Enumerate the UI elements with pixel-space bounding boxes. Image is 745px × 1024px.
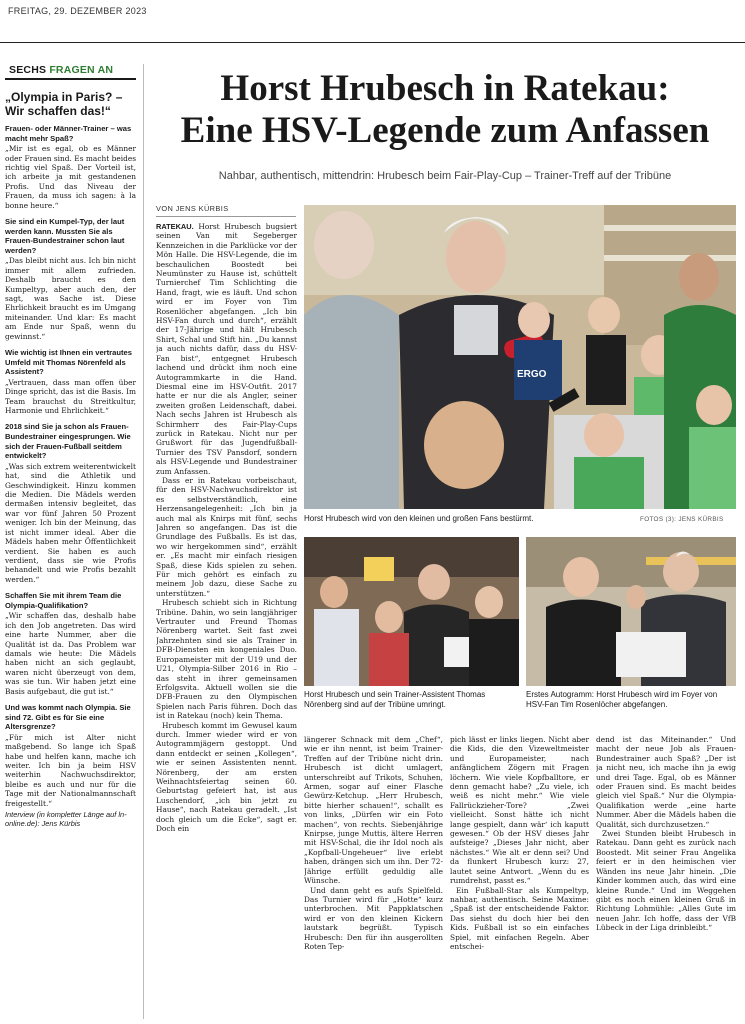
sidebar-title	[5, 64, 136, 80]
question: Schaffen Sie mit ihrem Team die Olympia-Qualifikation?	[5, 591, 122, 610]
answer: „Für mich ist Alter nicht maßgebend. So lange ich Spaß habe und helfen kann, mache ich weiter. Ich bin ja beim HSV weiterhin Nachwuchsdirektor, bleibe es auch und nur für die Tage mit der Nationalmannschaft freigestellt.“	[5, 732, 136, 808]
answer: „Mir ist es egal, ob es Männer oder Frauen sind. Es macht beides richtig viel Spaß. Der Vorteil ist, ich arbeite ja mit gestandenen Profis. Und das Niveau der Frauen, da muss ich sagen: à la bonne heure.“	[5, 144, 136, 210]
question: Wie wichtig ist Ihnen ein vertrautes Umfeld mit Thomas Nörenfeld als Assistent?	[5, 348, 132, 377]
article-paragraph: Ein Fußball-Star als Kumpeltyp, nahbar, authentisch. Seine Maxime: „Spaß ist der entscheidende Faktor. Das siehst du doch hier bei den Kids. Fußball ist so ein einfaches Spiel, mit einfachen Regeln. Aber entschei-	[450, 885, 589, 951]
answer: „Wir schaffen das, deshalb habe ich den Job angetreten. Das wird eine harte Nummer, aber die Qualität ist da. Das Problem war damals wie heute: Die Mädels haben nicht an sich geglaubt, waren nicht überzeugt von dem, was sie tun. Wir haben jetzt eine Basis aufgebaut, die gut ist.“	[5, 611, 136, 696]
sidebar-title-part2: FRAGEN AN	[49, 64, 114, 76]
top-rule	[0, 42, 745, 43]
main-photo-caption: Horst Hrubesch wird von den kleinen und großen Fans bestürmt.	[304, 514, 534, 523]
answer: „Vertrauen, dass man offen über Dinge spricht, das ist die Basis. Im Team brauchst du Streitkultur, Harmonie und Ehrlichkeit.“	[5, 377, 136, 416]
jersey-text: ERGO	[517, 369, 547, 380]
article-paragraph: Hrubesch kommt im Gewusel kaum durch. Immer wieder wird er von Autogrammjägern gestoppt. Und dann entdeckt er seinen „Kollegen“, wie er seinen Assistenten nennt. Nörenberg, der am ersten Weihnachtsfeiertag seinen 60. Geburtstag gefeiert hat, ist aus Luschendorf, „ich bin jetzt zu Hause“, nach Ratekau geradelt. „Ist doch gleich um die Ecke“, sagt er. Doch ein	[156, 720, 297, 833]
sidebar-interview	[5, 64, 136, 1019]
byline-rule	[156, 216, 296, 217]
article-paragraph: dend ist das Miteinander.“ Und macht der neue Job als Frauen-Bundestrainer auch Spaß? „Der ist ja nicht neu, ich mache ihn ja ewig und drei Tage. Egal, ob es Männer oder Frauen sind. Es macht beides gleich viel Spaß.“ Nur die Olympia-Qualifikation werde „eine harte Nummer. Aber die Mädels haben die Qualität, sich durchzusetzen.“	[596, 735, 736, 829]
foyer-photo-caption: Erstes Autogramm: Horst Hrubesch wird im Foyer von HSV-Fan Tim Rosenlöcher abgefangen.	[526, 690, 718, 709]
main-photo	[304, 205, 736, 509]
sidebar-headline: „Olympia in Paris? – Wir schaffen das!“	[5, 90, 123, 118]
article-paragraph: pich lässt er links liegen. Nicht aber die Kids, die den Vizeweltmeister und Europameister, nach anfänglichem Zögern mit Fragen löchern. Wie viele Kopfballtore, er denn gemacht habe? „Zu viele, ich weiß es nicht mehr.“ Wie viele Fallrückzieher-Tore? „Zwei vielleicht. Sonst hätte ich nicht lange gespielt, dann wär‘ ich kaputt gewesen.“ Ob der HSV dieses Jahr aufsteige? „Dieses Jahr nicht, aber nächstes.“ Wie alt er denn sei? Und da flunkert Hrubesch kurz: 27, lautet seine Antwort. „Wenn du es rumdrehst, passt es.“	[450, 735, 589, 886]
article-paragraph: Und dann geht es aufs Spielfeld. Das Turnier wird für „Hotte“ kurz unterbrochen. Mit Pappklatschen wird er von den kleinen Kickern lautstark begrüßt. Typisch Hrubesch: Den für ihn ausgerollten Roten Tep-	[304, 885, 443, 951]
column-separator	[143, 64, 144, 1019]
article-column-1	[156, 222, 297, 1017]
article-paragraph	[156, 222, 297, 476]
question: Und was kommt nach Olympia. Sie sind 72. Gibt es für Sie eine Altersgrenze?	[5, 702, 131, 732]
article-paragraph: Dass er in Ratekau vorbeischaut, für den HSV-Nachwuchsdirektor ist es selbstverständlich, eine Herzensangelegenheit: „Ich bin ja auch mal als Knirps mit fünf, sechs Jahren so angefangen. Das ist die Grundlage des Fußballs. Es ist das, wo wir hergekommen sind“, erzählt er. „Es macht mir einfach riesigen Spaß, diese Kids spielen zu sehen. Für mich gehört es einfach zu meinem Job dazu, diese Sache zu unterstützen.“	[156, 475, 297, 598]
question: Frauen- oder Männer-Trainer – was macht mehr Spaß?	[5, 124, 132, 143]
answer: „Was sich extrem weiterentwickelt hat, sind die Athletik und Geschwindigkeit. Hinzu kommen die Medien. Die Mädels werden dermaßen intensiv begleitet, das war vor fünf Jahren 50 Prozent weniger. Ich bin der Meinung, das ist nicht immer ideal. Aber die Mädels haben mehr Öffentlichkeit verdient. Sie haben es auch verdient, dass sie wie Profis behandelt und wie Profis bezahlt werden.“	[5, 461, 136, 584]
tribune-photo-caption: Horst Hrubesch und sein Trainer-Assistent Thomas Nörenberg sind auf der Tribüne umringt.	[304, 690, 486, 709]
dateline-place: RATEKAU.	[156, 222, 194, 231]
article-paragraph: Hrubesch schiebt sich in Richtung Tribüne. Dahin, wo sein langjähriger Vertrauter und Freund Thomas Nörenberg wartet. Seit fast zwei Jahrzehnten sind sie als Trainer in DFB-Diensten ein kongeniales Duo. Europameister mit der U19 und der U21, Olympia-Silber 2016 in Rio – das steht in ihrer gemeinsamen Erfolgsvita. Aktuell wollen sie die DFB-Frauen zu den Olympischen Spielen nach Paris führen. Doch das ist in Ratekau (noch) kein Thema.	[156, 598, 297, 721]
question: 2018 sind Sie ja schon als Frauen-Bundestrainer eingesprungen. Wie sich der Frauen-Fußball seitdem entwickelt?	[5, 422, 131, 461]
interview-credit: Interview (in kompletter Länge auf ln-online.de): Jens Kürbis	[5, 810, 127, 829]
answer: „Das bleibt nicht aus. Ich bin nicht immer mit allem zufrieden. Deshalb braucht es den Kumpeltyp, aber auch den, der sagt, was Sache ist. Diese Ehrlichkeit braucht es im Umgang miteinander. Und klar: Es macht am Ende nur Spaß, wenn du gewinnst.“	[5, 256, 136, 341]
headline-line2: Eine HSV-Legende zum Anfassen	[180, 110, 710, 151]
paragraph-text: Horst Hrubesch bugsiert seinen Van mit Segeberger Kennzeichen in die Parklücke vor der Mön Halle. Die HSV-Legende, die im beschaulichen Boostedt bei Neumünster zu Hause ist, schüttelt Turnierchef Tim Schlichting die Hand, fragt, wie es läuft. Und schon wird er im Foyer von Tim Rosenlöcher abgefangen. „Ich bin HSV-Fan durch und durch“, erzählt der 17-Jährige und hält Hrubesch Shirt, Schal und Stift hin. „Du kannst ja auch nichts dafür, dass du HSV-Fan bist“, entgegnet Hrubesch lachend und drückt ihm noch eine Autogrammkarte in die Hand. Diesmal eine im HSV-Outfit. 2017 hatte er nur die als Angler, seiner zweiten großen Leidenschaft, dabei. Nach sechs Jahren ist Hrubesch als Schirmherr des Fair-Play-Cups zurück in Ratekau. Nicht nur per Grußwort für das Jugendfußball-Turnier des TSV Pansdorf, sondern als HSV-Legende und Bundestrainer zum Anfassen.	[156, 222, 297, 476]
photo-credit: FOTOS (3): JENS KÜRBIS	[640, 516, 724, 523]
sidebar-title-part1: SECHS	[9, 64, 47, 76]
headline	[150, 68, 740, 152]
subheadline: Nahbar, authentisch, mittendrin: Hrubesch beim Fair-Play-Cup – Trainer-Treff auf der Tribüne	[218, 170, 672, 182]
headline-line1: Horst Hrubesch in Ratekau:	[220, 68, 670, 109]
article-paragraph: Zwei Stunden bleibt Hrubesch in Ratekau. Dann geht es zurück nach Boostedt. Mit seiner Frau Angelika feiert er in den heimischen vier Wänden ins neue Jahr hinein. „Die Kinder kommen auch, das wird eine kleine Runde.“ Und im Weggehen gibt es noch einen kleinen Gruß in Richtung Lohmühle: „Alles Gute im neuen Jahr. Ich hoffe, dass der VfB Lübeck in der Liga drinbleibt.“	[596, 829, 736, 933]
photo-tribune	[304, 537, 519, 686]
photo-foyer	[526, 537, 736, 686]
article-paragraph: längerer Schnack mit dem „Chef“, wie er ihn nennt, ist beim Trainer-Treffen auf der Tribüne nicht drin. Hrubesch ist dicht umlagert, unterschreibt auf Trikots, Schuhen, Armen, sogar auf einer Flasche Gewürz-Ketchup. „Herr Hrubesch, bitte hierher schauen!“, schallt es von links, „Dürfen wir ein Foto machen“, von rechts. Siebenjährige Knirpse, junge Muttis, ältere Herren mit HSV-Schal, die ihr Idol noch als „Kopfball-Ungeheuer“ live erlebt haben, drängen sich um ihn. Der 72-Jährige erfüllt geduldig alle Wünsche.	[304, 735, 443, 886]
article-column-3	[450, 735, 589, 1017]
byline: VON JENS KÜRBIS	[156, 204, 229, 213]
question: Sie sind ein Kumpel-Typ, der laut werden kann. Mussten Sie als Frauen-Bundestrainer schon laut werden?	[5, 217, 125, 255]
article-column-2	[304, 735, 443, 1017]
article-column-4	[596, 735, 736, 1017]
dateline: FREITAG, 29. DEZEMBER 2023	[8, 6, 147, 16]
